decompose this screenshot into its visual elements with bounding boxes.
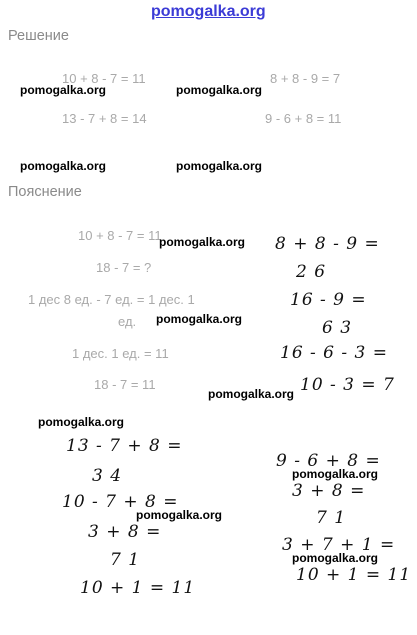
hand-left-line-4: 3 + 8 = bbox=[88, 522, 162, 542]
watermark: pomogalka.org bbox=[156, 312, 243, 326]
solution-eq-1: 10 + 8 - 7 = 11 bbox=[62, 71, 146, 86]
watermark: pomogalka.org bbox=[208, 387, 295, 401]
solution-eq-3: 13 - 7 + 8 = 14 bbox=[62, 111, 147, 126]
explanation-line-1: 10 + 8 - 7 = 11 bbox=[78, 228, 162, 243]
hand-left-line-6: 10 + 1 = 11 bbox=[80, 578, 196, 598]
explanation-line-3a: 1 дес 8 ед. - 7 ед. = 1 дес. 1 bbox=[28, 292, 195, 307]
hand-right-line-2: 2 6 bbox=[296, 262, 327, 282]
watermark: pomogalka.org bbox=[292, 467, 379, 481]
explanation-line-5: 18 - 7 = 11 bbox=[94, 377, 156, 392]
watermark: pomogalka.org bbox=[176, 159, 263, 173]
solution-heading: Решение bbox=[8, 28, 69, 44]
hand-left-line-3: 10 - 7 + 8 = bbox=[62, 492, 179, 512]
hand-right-bottom-line-3: 7 1 bbox=[316, 508, 347, 528]
hand-right-line-1: 8 + 8 - 9 = bbox=[275, 234, 380, 254]
hand-right-bottom-line-5: 10 + 1 = 11 bbox=[296, 565, 412, 585]
hand-right-bottom-line-4: 3 + 7 + 1 = bbox=[282, 535, 396, 555]
watermark: pomogalka.org bbox=[176, 83, 263, 97]
hand-right-bottom-line-2: 3 + 8 = bbox=[292, 481, 366, 501]
watermark: pomogalka.org bbox=[20, 83, 107, 97]
hand-right-line-4: 6 3 bbox=[322, 318, 353, 338]
hand-left-line-1: 13 - 7 + 8 = bbox=[66, 436, 183, 456]
watermark: pomogalka.org bbox=[136, 508, 223, 522]
hand-right-line-3: 16 - 9 = bbox=[290, 290, 367, 310]
explanation-line-4: 1 дес. 1 ед. = 11 bbox=[72, 346, 169, 361]
explanation-line-2: 18 - 7 = ? bbox=[96, 260, 152, 275]
explanation-line-3b: ед. bbox=[118, 314, 137, 329]
hand-left-line-2: 3 4 bbox=[92, 466, 123, 486]
watermark: pomogalka.org bbox=[38, 415, 125, 429]
watermark: pomogalka.org bbox=[292, 551, 379, 565]
hand-left-line-5: 7 1 bbox=[110, 550, 141, 570]
hand-right-bottom-line-1: 9 - 6 + 8 = bbox=[276, 451, 381, 471]
explanation-heading: Пояснение bbox=[8, 184, 82, 200]
solution-eq-2: 8 + 8 - 9 = 7 bbox=[270, 71, 341, 86]
site-title[interactable]: pomogalka.org bbox=[151, 3, 266, 20]
solution-eq-4: 9 - 6 + 8 = 11 bbox=[265, 111, 342, 126]
hand-right-line-6: 10 - 3 = 7 bbox=[300, 375, 395, 395]
watermark: pomogalka.org bbox=[159, 235, 246, 249]
hand-right-line-5: 16 - 6 - 3 = bbox=[280, 343, 389, 363]
watermark: pomogalka.org bbox=[20, 159, 107, 173]
